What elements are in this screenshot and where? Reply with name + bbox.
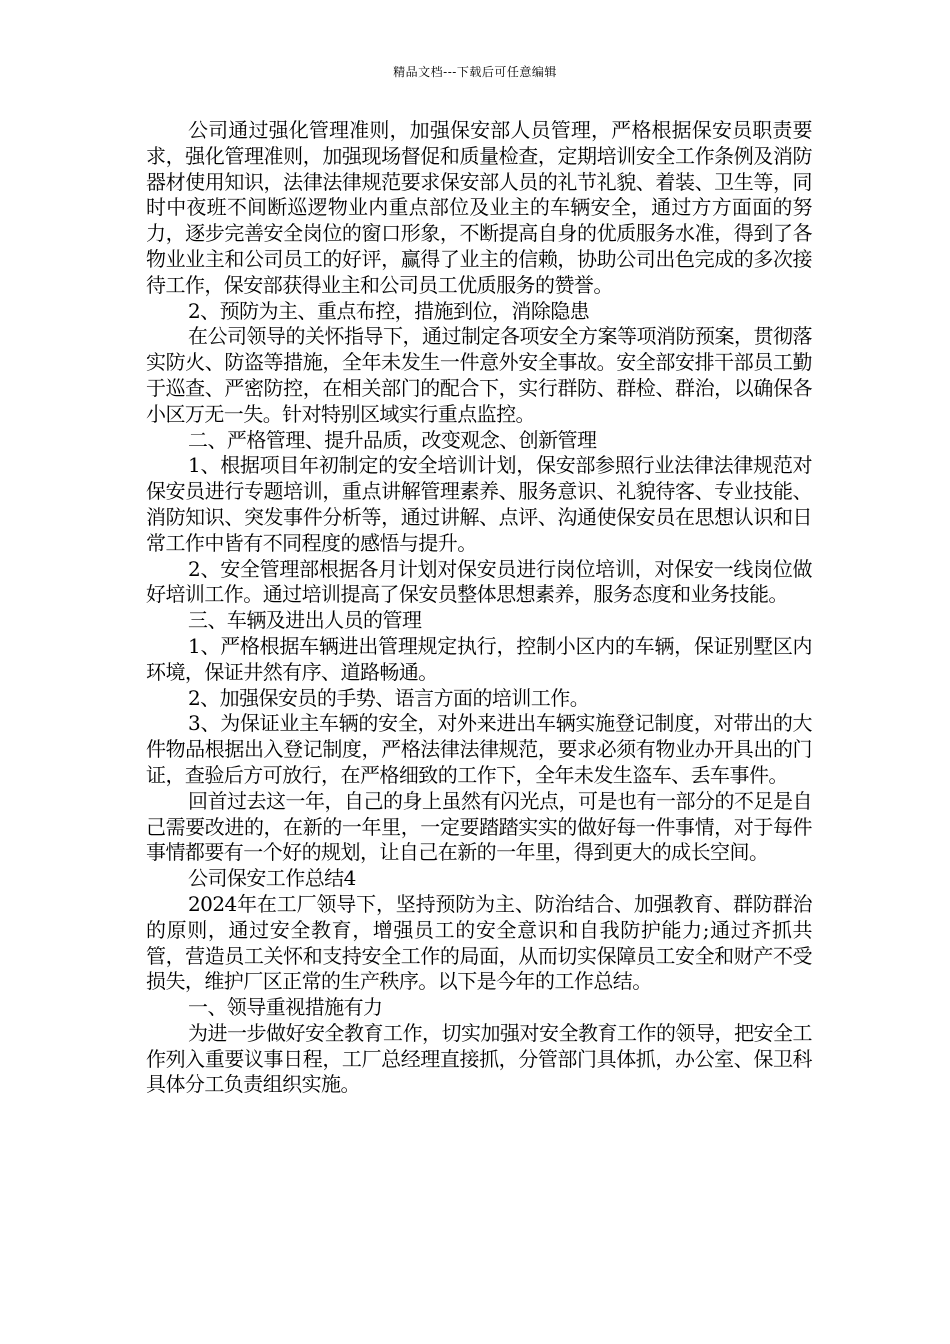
document-body bbox=[146, 118, 812, 1098]
body-paragraph: 在公司领导的关怀指导下，通过制定各项安全方案等项消防预案，贯彻落实防火、防盗等措施，全年未发生一件意外安全事故。安全部安排干部员工勤于巡查、严密防控，在相关部门的配合下，实行群防、群检、群治，以确保各小区万无一失。针对特别区域实行重点监控。 bbox=[146, 324, 812, 426]
document-title: 公司保安工作总结4 bbox=[188, 866, 356, 891]
body-paragraph: 公司通过强化管理准则，加强保安部人员管理，严格根据保安员职责要求，强化管理准则，加强现场督促和质量检查，定期培训安全工作条例及消防器材使用知识，法律法律规范要求保安部人员的礼节礼貌、着装、卫生等，同时中夜班不间断巡逻物业内重点部位及业主的车辆安全，通过方方面面的努力，逐步完善安全岗位的窗口形象，不断提高自身的优质服务水准，得到了各物业业主和公司员工的好评，赢得了业主的信赖，协助公司出色完成的多次接待工作，保安部获得业主和公司员工优质服务的赞誉。 bbox=[146, 118, 812, 297]
section-heading: 2、预防为主、重点布控，措施到位，消除隐患 bbox=[188, 298, 590, 323]
body-paragraph: 1、根据项目年初制定的安全培训计划，保安部参照行业法律法律规范对保安员进行专题培训，重点讲解管理素养、服务意识、礼貌待客、专业技能、消防知识、突发事件分析等，通过讲解、点评、沟通使保安员在思想认识和日常工作中皆有不同程度的感悟与提升。 bbox=[146, 453, 812, 555]
body-paragraph: 为进一步做好安全教育工作，切实加强对安全教育工作的领导，把安全工作列入重要议事日程，工厂总经理直接抓，分管部门具体抓，办公室、保卫科具体分工负责组织实施。 bbox=[146, 1020, 812, 1097]
section-heading: 一、领导重视措施有力 bbox=[188, 995, 383, 1020]
body-paragraph: 2、安全管理部根据各月计划对保安员进行岗位培训，对保安一线岗位做好培训工作。通过培训提高了保安员整体思想素养，服务态度和业务技能。 bbox=[146, 556, 812, 607]
section-heading: 二、严格管理、提升品质，改变观念、创新管理 bbox=[188, 427, 597, 452]
body-paragraph: 回首过去这一年，自己的身上虽然有闪光点，可是也有一部分的不足是自己需要改进的，在新的一年里，一定要踏踏实实的做好每一件事情，对于每件事情都要有一个好的规划，让自己在新的一年里，得到更大的成长空间。 bbox=[146, 788, 812, 865]
section-heading: 三、车辆及进出人员的管理 bbox=[188, 608, 422, 633]
body-paragraph: 2、加强保安员的手势、语言方面的培训工作。 bbox=[188, 685, 590, 710]
body-paragraph: 2024年在工厂领导下，坚持预防为主、防治结合、加强教育、群防群治的原则，通过安全教育，增强员工的安全意识和自我防护能力;通过齐抓共管，营造员工关怀和支持安全工作的局面，从而切实保障员工安全和财产不受损失，维护厂区正常的生产秩序。以下是今年的工作总结。 bbox=[146, 891, 812, 994]
page-header: 精品文档---下载后可任意编辑 bbox=[393, 65, 557, 79]
body-paragraph: 3、为保证业主车辆的安全，对外来进出车辆实施登记制度，对带出的大件物品根据出入登记制度，严格法律法律规范，要求必须有物业办开具出的门证，查验后方可放行，在严格细致的工作下，全年未发生盗车、丢车事件。 bbox=[146, 711, 812, 787]
body-paragraph: 1、严格根据车辆进出管理规定执行，控制小区内的车辆，保证别墅区内环境，保证井然有序、道路畅通。 bbox=[146, 633, 812, 684]
